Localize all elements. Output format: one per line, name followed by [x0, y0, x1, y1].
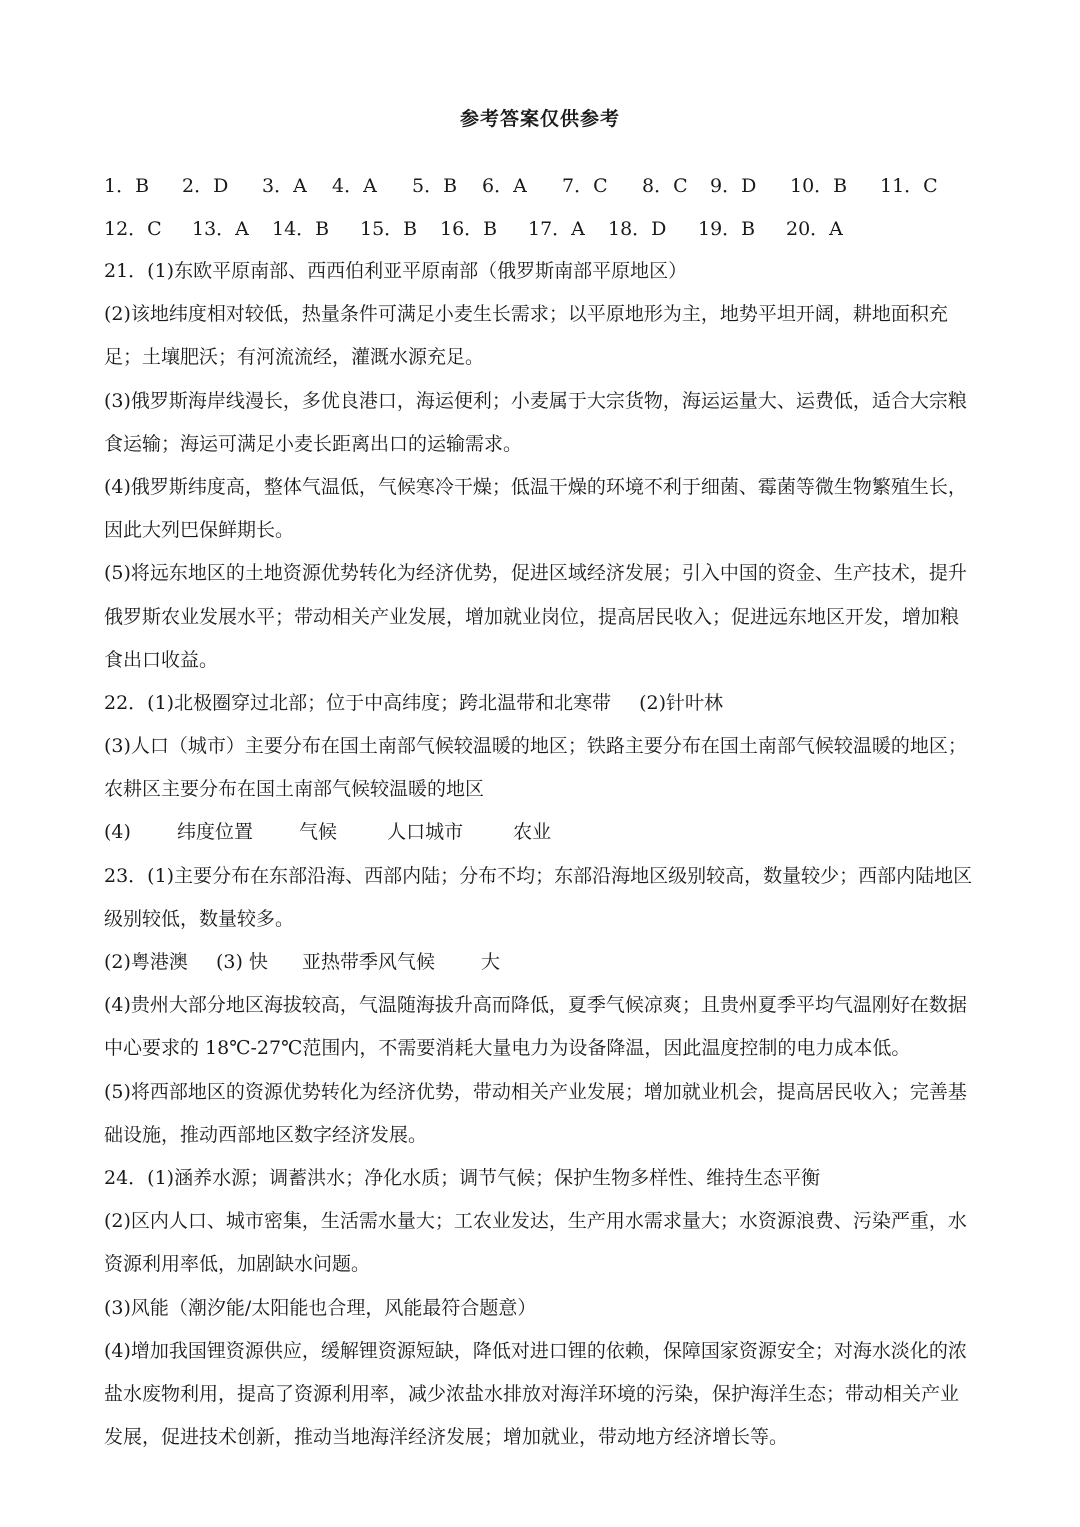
- q22-part4-label: (4): [104, 821, 131, 844]
- answer-line: (4)贵州大部分地区海拔较高，气温随海拔升高而降低，夏季气候凉爽；且贵州夏季平均气温刚好在数据: [104, 994, 967, 1017]
- mcq-answer: 1．B: [104, 175, 150, 197]
- answer-line: 23．(1)主要分布在东部沿海、西部内陆；分布不均；东部沿海地区级别较高，数量较少；西部内陆地区: [104, 864, 973, 887]
- answer-line: (4)增加我国锂资源供应，缓解锂资源短缺，降低对进口锂的依赖，保障国家资源安全；对海水淡化的浓: [104, 1339, 967, 1362]
- mcq-answer: 12．C: [104, 218, 162, 240]
- q22-part4-item: 气候: [299, 821, 338, 844]
- answer-line: 础设施，推动西部地区数字经济发展。: [104, 1123, 428, 1146]
- q22-part4-item: 农业: [513, 821, 552, 844]
- mcq-answer: 5．B: [412, 175, 458, 197]
- page-title: 参考答案仅供参考: [459, 108, 620, 130]
- answer-line: (3)人口（城市）主要分布在国土南部气候较温暖的地区；铁路主要分布在国土南部气候较温暖的地区；: [104, 735, 967, 758]
- mcq-answer: 17．A: [528, 218, 585, 240]
- answer-line: (2)该地纬度相对较低，热量条件可满足小麦生长需求；以平原地形为主，地势平坦开阔，耕地面积充: [104, 303, 948, 326]
- q23-part3-item: 亚热带季风气候: [301, 951, 435, 973]
- answer-line: 资源利用率低，加剧缺水问题。: [104, 1253, 371, 1276]
- mcq-answer: 4．A: [332, 175, 377, 197]
- answer-line: (3)俄罗斯海岸线漫长，多优良港口，海运便利；小麦属于大宗货物，海运运量大、运费低，适合大宗粮: [104, 389, 967, 412]
- q22-part4-item: 人口城市: [387, 821, 464, 844]
- mcq-answer: 3．A: [262, 175, 307, 197]
- mcq-answer: 20．A: [786, 218, 843, 240]
- answer-line: 盐水废物利用，提高了资源利用率，减少浓盐水排放对海洋环境的污染，保护海洋生态；带动相关产业: [104, 1382, 960, 1405]
- answer-line: 24．(1)涵养水源；调蓄洪水；净化水质；调节气候；保护生物多样性、维持生态平衡: [104, 1166, 821, 1189]
- q23-part3-item: 大: [481, 951, 501, 973]
- answer-line: 食运输；海运可满足小麦长距离出口的运输需求。: [104, 432, 523, 455]
- answer-line: (5)将西部地区的资源优势转化为经济优势，带动相关产业发展；增加就业机会，提高居民收入；完善基: [104, 1080, 967, 1103]
- mcq-answer: 18．D: [608, 218, 667, 240]
- answer-line: (4)俄罗斯纬度高，整体气温低，气候寒冷干燥；低温干燥的环境不利于细菌、霉菌等微生物繁殖生长，: [104, 475, 967, 498]
- mcq-answer: 14．B: [272, 218, 330, 240]
- answer-line: (5)将远东地区的土地资源优势转化为经济优势，促进区域经济发展；引入中国的资金、生产技术，提升: [104, 562, 967, 585]
- mcq-answer: 9．D: [710, 175, 757, 197]
- mcq-answer: 16．B: [440, 218, 498, 240]
- q22-part1-text: 22．(1)北极圈穿过北部；位于中高纬度；跨北温带和北寒带: [104, 691, 612, 714]
- answer-line: (3)风能（潮汐能/太阳能也合理，风能最符合题意）: [104, 1296, 537, 1319]
- mcq-answer: 6．A: [482, 175, 527, 197]
- mcq-answer: 11．C: [880, 175, 938, 197]
- q22-part2-text: (2)针叶林: [639, 691, 724, 714]
- mcq-answer: 7．C: [562, 175, 608, 197]
- answer-line: 21．(1)东欧平原南部、西西伯利亚平原南部（俄罗斯南部平原地区）: [104, 260, 688, 282]
- answer-line: 级别较低，数量较多。: [104, 907, 295, 930]
- answer-line: 农耕区主要分布在国土南部气候较温暖的地区: [104, 778, 485, 801]
- mcq-answer: 8．C: [642, 175, 688, 197]
- mcq-answer: 19．B: [698, 218, 756, 240]
- free-response-answers: [104, 250, 984, 1459]
- mcq-answer: 10．B: [790, 175, 848, 197]
- answer-line: 足；土壤肥沃；有河流流经，灌溉水源充足。: [104, 346, 485, 369]
- answer-line: 食出口收益。: [104, 648, 219, 671]
- answer-line-q22-part4: [104, 811, 984, 854]
- answer-line: (2)区内人口、城市密集，生活需水量大；工农业发达，生产用水需求量大；水资源浪费、污染严重，水: [104, 1210, 967, 1233]
- answer-line-q22-part1-2: [104, 682, 984, 725]
- answer-line: 发展，促进技术创新，推动当地海洋经济发展；增加就业，带动地方经济增长等。: [104, 1426, 789, 1449]
- mcq-answer: 13．A: [192, 218, 249, 240]
- q23-part2-text: (2)粤港澳: [104, 951, 188, 973]
- answer-line: 俄罗斯农业发展水平；带动相关产业发展，增加就业岗位，提高居民收入；促进远东地区开发，增加粮: [104, 605, 960, 628]
- q23-part3-label: (3) 快: [215, 951, 268, 973]
- q22-part4-item: 纬度位置: [176, 821, 253, 844]
- answer-line: 中心要求的 18℃-27℃范围内，不需要消耗大量电力为设备降温，因此温度控制的电力成本低。: [104, 1037, 911, 1060]
- answer-line: 因此大列巴保鲜期长。: [104, 519, 295, 542]
- answer-line-q23-part2-3: [104, 941, 984, 984]
- mcq-answer: 2．D: [182, 175, 229, 197]
- mcq-answer: 15．B: [360, 218, 418, 240]
